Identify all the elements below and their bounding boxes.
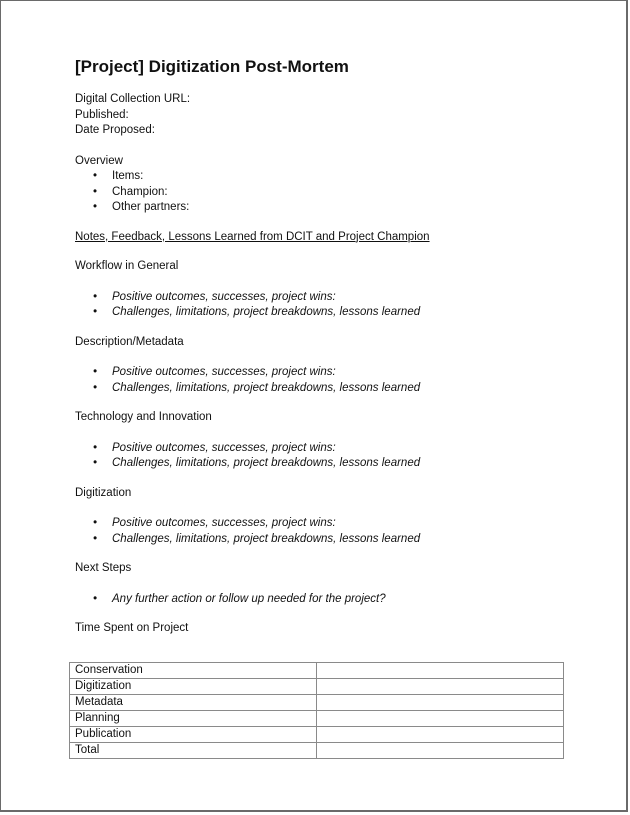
list-item[interactable]: • Positive outcomes, successes, project wins:	[112, 441, 565, 457]
time-spent-heading[interactable]: Time Spent on Project	[75, 622, 189, 634]
list-item[interactable]: • Challenges, limitations, project breakdowns, lessons learned	[112, 381, 565, 397]
document-body	[75, 56, 565, 637]
table-row	[70, 711, 564, 727]
list-item[interactable]: • Positive outcomes, successes, project wins:	[112, 365, 565, 381]
table-cell-label[interactable]: Digitization	[70, 679, 317, 695]
section-heading-description-metadata[interactable]: Description/Metadata	[75, 335, 184, 348]
table-cell-value[interactable]	[317, 727, 564, 743]
overview-heading[interactable]: Overview	[75, 154, 123, 167]
table-cell-value[interactable]	[317, 711, 564, 727]
section-list-digitization	[75, 516, 565, 547]
table-row	[70, 679, 564, 695]
table-cell-value[interactable]	[317, 679, 564, 695]
table-cell-value[interactable]	[317, 663, 564, 679]
section-list-technology	[75, 441, 565, 472]
table-row	[70, 663, 564, 679]
overview-item-items[interactable]: • Items:	[112, 169, 565, 185]
list-item[interactable]: • Positive outcomes, successes, project wins:	[112, 516, 565, 532]
notes-heading[interactable]: Notes, Feedback, Lessons Learned from DCIT and Project Champion	[75, 230, 430, 243]
meta-field-date-proposed[interactable]: Date Proposed:	[75, 124, 155, 136]
meta-field-url[interactable]: Digital Collection URL:	[75, 93, 191, 105]
list-item[interactable]: • Positive outcomes, successes, project wins:	[112, 290, 565, 306]
section-heading-digitization[interactable]: Digitization	[75, 486, 132, 499]
list-item[interactable]: • Challenges, limitations, project breakdowns, lessons learned	[112, 305, 565, 321]
list-item[interactable]: • Any further action or follow up needed for the project?	[112, 592, 565, 608]
table-row	[70, 727, 564, 743]
overview-list	[75, 169, 565, 216]
time-spent-table	[69, 662, 564, 759]
section-heading-workflow[interactable]: Workflow in General	[75, 260, 179, 272]
document-title[interactable]: [Project] Digitization Post-Mortem	[75, 57, 349, 76]
list-item[interactable]: • Challenges, limitations, project breakdowns, lessons learned	[112, 532, 565, 548]
section-heading-next-steps[interactable]: Next Steps	[75, 562, 132, 574]
table-cell-value[interactable]	[317, 743, 564, 759]
section-heading-technology[interactable]: Technology and Innovation	[75, 411, 212, 423]
table-cell-label[interactable]: Publication	[70, 727, 317, 743]
table-cell-label[interactable]: Metadata	[70, 695, 317, 711]
overview-item-champion[interactable]: • Champion:	[112, 185, 565, 201]
table-cell-label[interactable]: Conservation	[70, 663, 317, 679]
table-row	[70, 695, 564, 711]
list-item[interactable]: • Challenges, limitations, project breakdowns, lessons learned	[112, 456, 565, 472]
section-list-workflow	[75, 290, 565, 321]
table-row	[70, 743, 564, 759]
meta-field-published[interactable]: Published:	[75, 108, 129, 121]
section-list-description-metadata	[75, 365, 565, 396]
table-cell-label[interactable]: Total	[70, 743, 317, 759]
overview-item-other-partners[interactable]: • Other partners:	[112, 200, 565, 216]
table-cell-label[interactable]: Planning	[70, 711, 317, 727]
section-list-next-steps	[75, 592, 565, 608]
table-cell-value[interactable]	[317, 695, 564, 711]
